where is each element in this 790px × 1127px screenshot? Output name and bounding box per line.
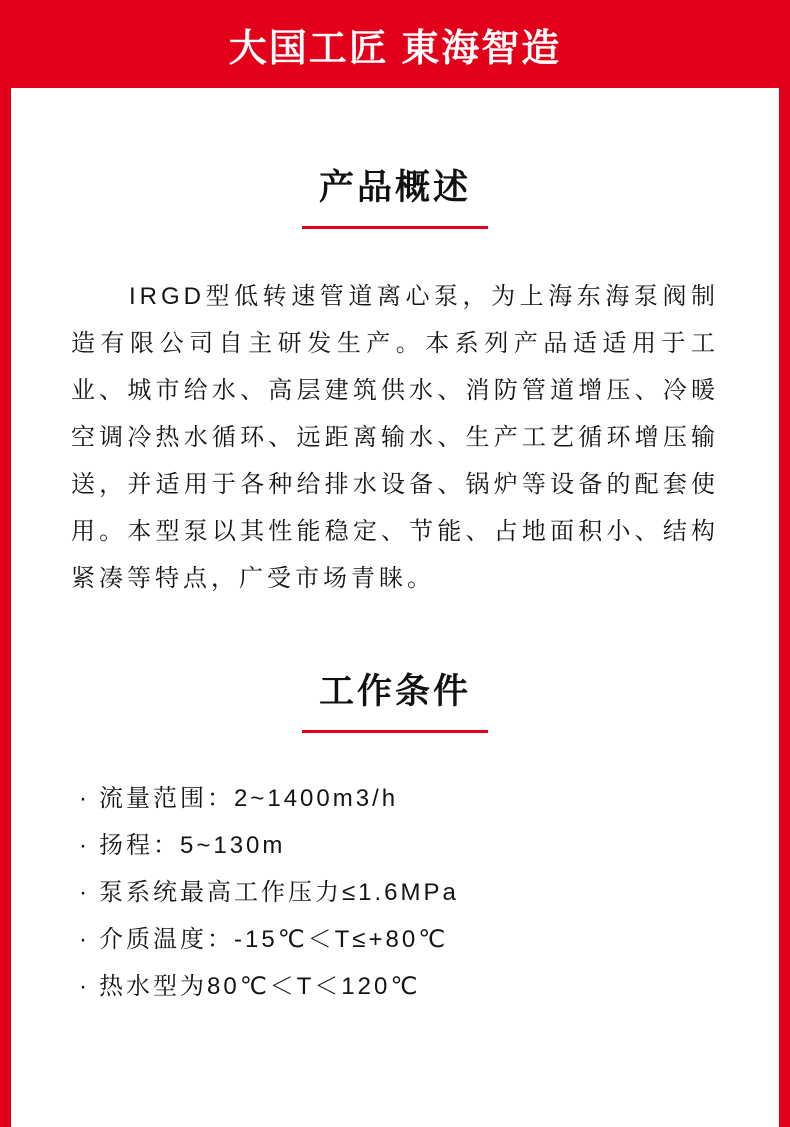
- heading-underline-overview: [302, 226, 488, 229]
- list-item: [79, 963, 719, 1010]
- list-item-label: 介质温度：-15℃＜T≤+80℃: [99, 926, 449, 953]
- list-item: [79, 869, 719, 916]
- right-red-rail: [779, 0, 790, 1127]
- section-title-overview: 产品概述: [318, 168, 471, 207]
- list-item: [79, 775, 719, 822]
- section-heading-conditions: [71, 602, 719, 733]
- overview-paragraph: IRGD型低转速管道离心泵，为上海东海泵阀制造有限公司自主研发生产。本系列产品适适用于工业、城市给水、高层建筑供水、消防管道增压、冷暖空调冷热水循环、远距离输水、生产工艺循环增压输送，并适用于各种给排水设备、锅炉等设备的配套使用。本型泵以其性能稳定、节能、占地面积小、结构紧凑等特点，广受市场青睐。: [71, 283, 719, 592]
- list-item-label: 扬程：5~130m: [99, 832, 286, 859]
- heading-underline-conditions: [302, 730, 488, 733]
- list-item: [79, 822, 719, 869]
- list-item-label: 热水型为80℃＜T＜120℃: [99, 973, 421, 1000]
- list-item-label: 流量范围：2~1400m3/h: [99, 785, 399, 812]
- header-banner: [11, 0, 779, 88]
- section-heading-overview: [71, 88, 719, 229]
- bullet-icon: ·: [79, 832, 90, 859]
- bullet-icon: ·: [79, 926, 90, 953]
- banner-title: 大国工匠 東海智造: [228, 27, 562, 70]
- list-item-label: 泵系统最高工作压力≤1.6MPa: [99, 879, 459, 906]
- document-content: [11, 88, 779, 1127]
- list-item: [79, 916, 719, 963]
- left-red-rail: [0, 0, 11, 1127]
- bullet-icon: ·: [79, 879, 90, 906]
- section-title-conditions: 工作条件: [318, 672, 471, 711]
- bullet-icon: ·: [79, 973, 90, 1000]
- working-conditions-list: [71, 775, 719, 1010]
- bullet-icon: ·: [79, 785, 90, 812]
